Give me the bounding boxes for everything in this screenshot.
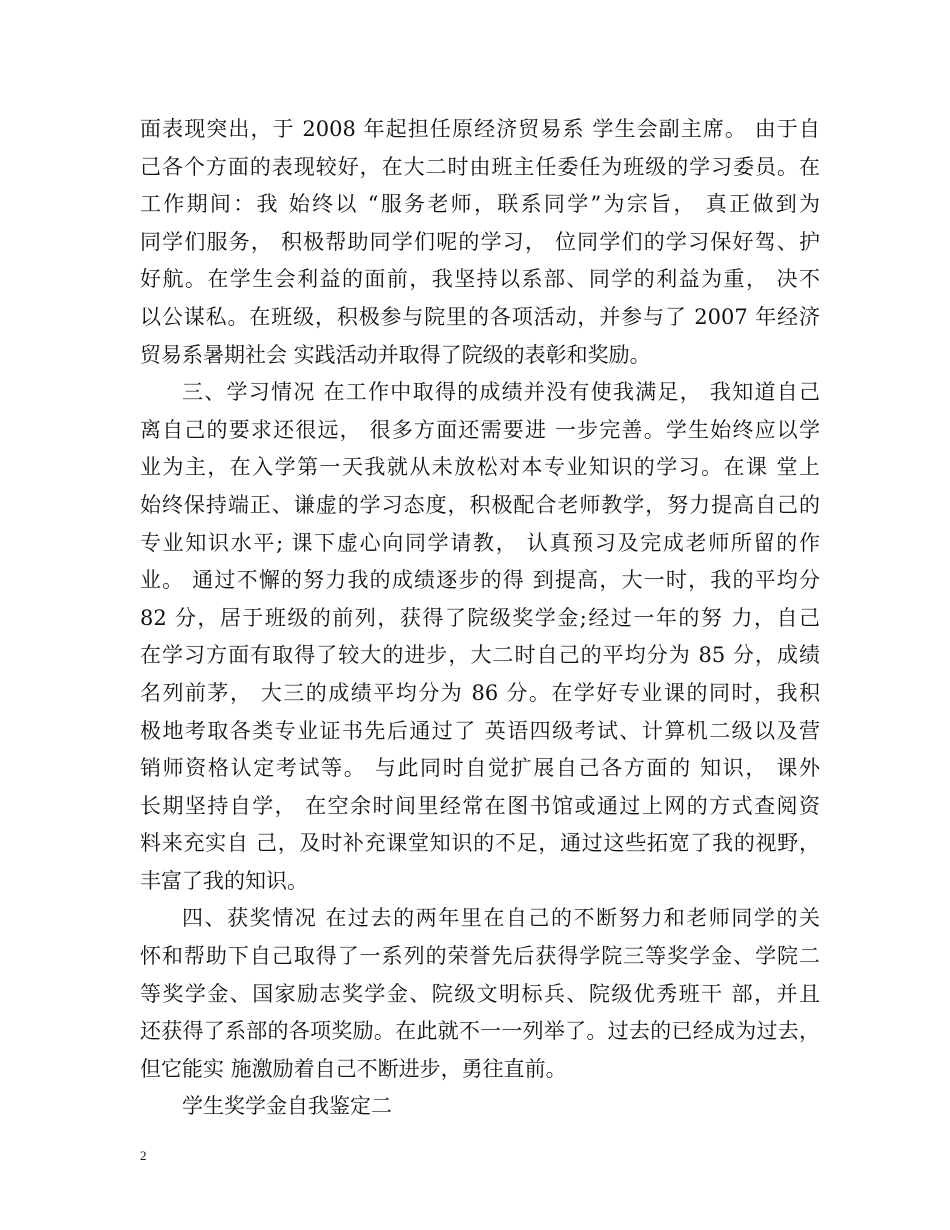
section-heading-line: 三、学习情况 在工作中取得的成绩并没有使我满足， 我知道自己 [182, 380, 820, 405]
document-body [140, 111, 820, 1126]
text-line: 始终保持端正、谦虚的学习态度，积极配合老师教学，努力提高自己的 [140, 492, 820, 517]
text-line: 好航。在学生会利益的面前，我坚持以系部、同学的利益为重， 决不 [140, 267, 820, 292]
text-line: 己各个方面的表现较好，在大二时由班主任委任为班级的学习委员。在 [140, 154, 820, 179]
text-line: 怀和帮助下自己取得了一系列的荣誉先后获得学院三等奖学金、学院二 [140, 944, 820, 969]
text-line: 离自己的要求还很远， 很多方面还需要进 一步完善。学生始终应以学 [140, 417, 820, 442]
text-line: 面表现突出，于 2008 年起担任原经济贸易系 学生会副主席。 由于自 [140, 117, 820, 141]
text-line: 在学习方面有取得了较大的进步，大二时自己的平均分为 85 分，成绩 [140, 643, 820, 668]
text-line: 还获得了系部的各项奖励。在此就不一一列举了。过去的已经成为过去， [140, 1019, 820, 1044]
text-line: 但它能实 施激励着自己不断进步，勇往直前。 [140, 1056, 567, 1081]
text-line: 以公谋私。在班级，积极参与院里的各项活动，并参与了 2007 年经济 [140, 304, 820, 329]
text-line: 专业知识水平; 课下虚心向同学请教， 认真预习及完成老师所留的作 [140, 530, 820, 555]
text-line: 丰富了我的知识。 [140, 868, 308, 893]
text-line: 贸易系暑期社会 实践活动并取得了院级的表彰和奖励。 [140, 342, 651, 367]
text-line: 同学们服务， 积极帮助同学们呢的学习， 位同学们的学习保好驾、护 [140, 229, 820, 254]
text-line: 长期坚持自学， 在空余时间里经常在图书馆或通过上网的方式查阅资 [140, 793, 820, 818]
text-line: 等奖学金、国家励志奖学金、院级文明标兵、院级优秀班干 部，并且 [140, 981, 820, 1006]
text-line: 名列前茅， 大三的成绩平均分为 86 分。在学好专业课的同时，我积 [140, 680, 820, 705]
text-line: 82 分，居于班级的前列，获得了院级奖学金;经过一年的努 力，自己 [140, 605, 820, 630]
text-line: 料来充实自 己，及时补充课堂知识的不足，通过这些拓宽了我的视野， [140, 831, 820, 856]
text-line: 业为主，在入学第一天我就从未放松对本专业知识的学习。在课 堂上 [140, 455, 820, 480]
subtitle-line: 学生奖学金自我鉴定二 [182, 1094, 392, 1119]
section-heading-line: 四、获奖情况 在过去的两年里在自己的不断努力和老师同学的关 [182, 906, 820, 931]
text-line: 极地考取各类专业证书先后通过了 英语四级考试、计算机二级以及营 [140, 718, 820, 743]
text-line: 销师资格认定考试等。 与此同时自觉扩展自己各方面的 知识， 课外 [140, 756, 820, 781]
text-line: 工作期间：我 始终以 “服务老师，联系同学”为宗旨， 真正做到为 [140, 192, 820, 217]
page-number: 2 [140, 1148, 147, 1163]
text-line: 业。 通过不懈的努力我的成绩逐步的得 到提高，大一时，我的平均分 [140, 568, 820, 593]
